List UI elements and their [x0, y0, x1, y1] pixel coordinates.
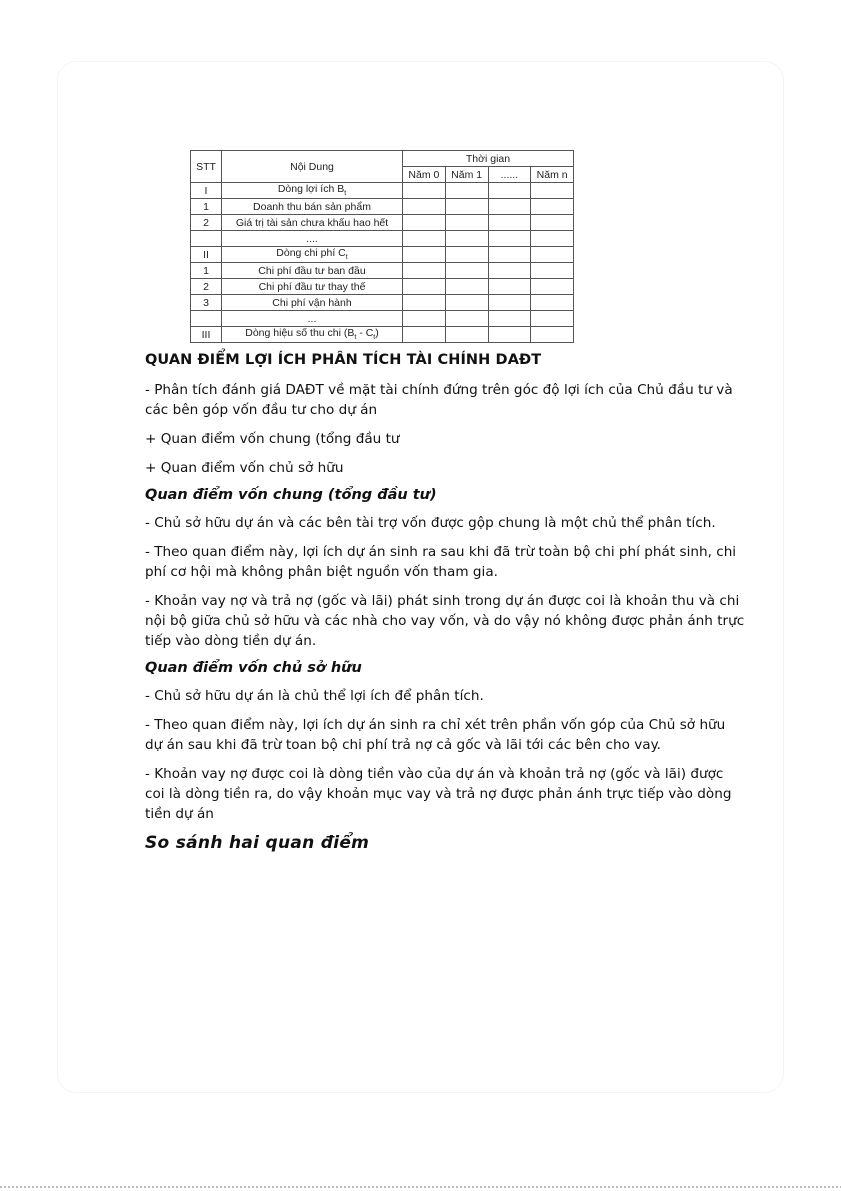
page-bottom-edge [0, 1186, 841, 1188]
row-content: .... [222, 231, 403, 247]
row-stt: 3 [191, 295, 222, 311]
document-body [145, 352, 745, 853]
intro-paragraph: - Phân tích đánh giá DAĐT về mặt tài chính đứng trên góc độ lợi ích của Chủ đầu tư và các bên góp vốn đầu tư cho dự án [145, 382, 733, 418]
bullet-general-capital: + Quan điểm vốn chung (tổng đầu tư [145, 431, 400, 447]
header-year-n: Năm n [531, 167, 574, 183]
section2-title: Quan điểm vốn chủ sở hữu [145, 660, 362, 676]
section1-paragraph: - Chủ sở hữu dự án và các bên tài trợ vốn được gộp chung là một chủ thể phân tích. [145, 515, 716, 531]
section1-title: Quan điểm vốn chung (tổng đầu tư) [145, 487, 437, 503]
header-stt: STT [191, 151, 222, 183]
table-row [191, 183, 574, 199]
row-stt: I [191, 183, 222, 199]
section1-paragraph: - Theo quan điểm này, lợi ích dự án sinh ra sau khi đã trừ toàn bộ chi phí phát sinh, chi phí cơ hội mà không phân biệt nguồn vốn tham gia. [145, 544, 737, 580]
row-stt: 1 [191, 263, 222, 279]
row-content: Chi phí vận hành [222, 295, 403, 311]
row-content: Dòng hiệu số thu chi $(B_t - C_t)$ [222, 327, 403, 343]
row-content: Dòng lợi ích $B_t$ [222, 183, 403, 199]
table-row [191, 199, 574, 215]
header-time-group: Thời gian [403, 151, 574, 167]
cash-flow-table [190, 150, 574, 343]
header-year-1: Năm 1 [445, 167, 488, 183]
section-heading: QUAN ĐIỂM LỢI ÍCH PHÂN TÍCH TÀI CHÍNH DAĐT [145, 352, 542, 368]
table-row [191, 263, 574, 279]
row-content: Doanh thu bán sản phẩm [222, 199, 403, 215]
row-stt [191, 231, 222, 247]
row-content: ... [222, 311, 403, 327]
row-stt [191, 311, 222, 327]
cash-flow-table-wrapper [190, 150, 574, 343]
row-content: Chi phí đầu tư thay thế [222, 279, 403, 295]
row-content: Dòng chi phí $C_t$ [222, 247, 403, 263]
bullet-owner-equity: + Quan điểm vốn chủ sở hữu [145, 460, 344, 476]
table-row [191, 311, 574, 327]
table-row [191, 279, 574, 295]
section2-paragraph: - Theo quan điểm này, lợi ích dự án sinh ra chỉ xét trên phần vốn góp của Chủ sở hữu dự án sau khi đã trừ toan bộ chi phí trả nợ cả gốc và lãi tới các bên cho vay. [145, 717, 726, 753]
header-year-ellipsis: ...... [488, 167, 531, 183]
row-stt: 1 [191, 199, 222, 215]
row-stt: III [191, 327, 222, 343]
table-row [191, 247, 574, 263]
row-stt: 2 [191, 279, 222, 295]
row-stt: II [191, 247, 222, 263]
section1-paragraph: - Khoản vay nợ và trả nợ (gốc và lãi) phát sinh trong dự án được coi là khoản thu và chi nội bộ giữa chủ sở hữu và các nhà cho vay vốn, và do vậy nó không được phản ánh trực tiếp vào dòng tiền dự án. [145, 593, 745, 649]
section2-paragraph: - Chủ sở hữu dự án là chủ thể lợi ích để phân tích. [145, 688, 484, 704]
table-row [191, 231, 574, 247]
row-content: Giá trị tài sản chưa khấu hao hết [222, 215, 403, 231]
row-content: Chi phí đầu tư ban đầu [222, 263, 403, 279]
comparison-heading: So sánh hai quan điểm [145, 833, 370, 853]
table-row [191, 295, 574, 311]
section2-paragraph: - Khoản vay nợ được coi là dòng tiền vào của dự án và khoản trả nợ (gốc và lãi) được coi là dòng tiền ra, do vậy khoản mục vay và trả nợ được phản ánh trực tiếp vào dòng tiền dự án [145, 766, 732, 822]
table-row [191, 327, 574, 343]
header-year-0: Năm 0 [403, 167, 446, 183]
row-stt: 2 [191, 215, 222, 231]
table-row [191, 215, 574, 231]
header-content: Nội Dung [222, 151, 403, 183]
